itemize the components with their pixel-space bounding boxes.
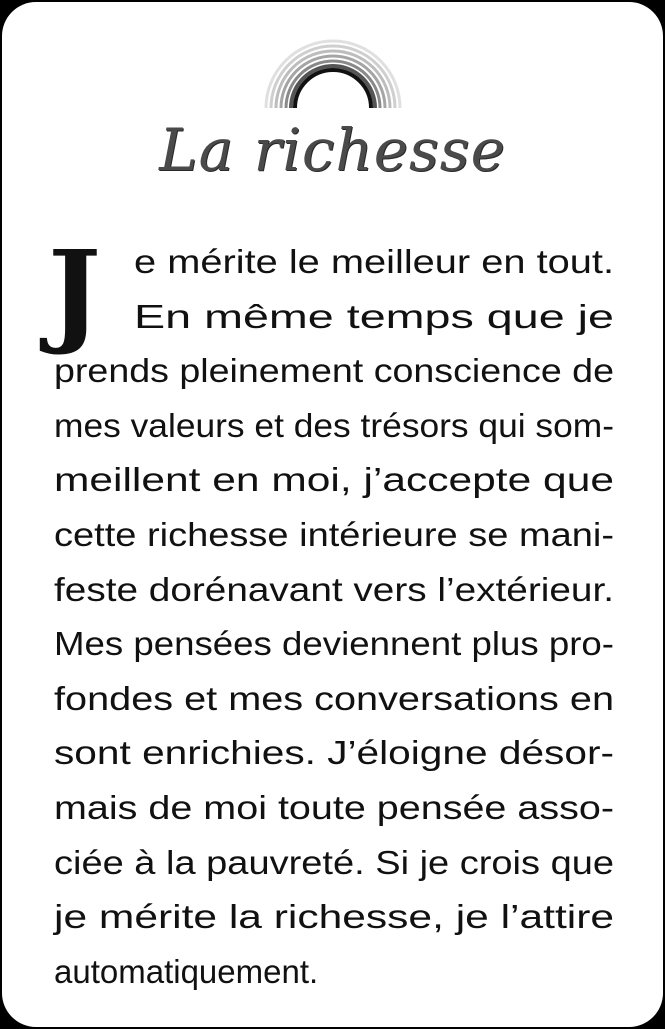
text-line: Mes pensées deviennent plus pro-	[54, 625, 614, 663]
text-line: mais de moi toute pensée asso-	[54, 788, 615, 826]
text-line: mes valeurs et des trésors qui som-	[54, 406, 615, 444]
drop-cap: J	[48, 227, 101, 358]
text-line: fondes et mes conversations en	[54, 679, 615, 717]
text-line: automatiquement.	[54, 952, 319, 990]
text-line: ciée à la pauvreté. Si je crois que	[54, 843, 614, 881]
text-line: feste dorénavant vers l’extérieur.	[54, 570, 615, 608]
text-line: prends pleinement conscience de	[54, 352, 614, 390]
affirmation-card	[2, 2, 663, 1027]
text-line: e mérite le meilleur en tout.	[134, 243, 615, 280]
text-line: cette richesse intérieure se mani-	[54, 515, 615, 553]
text-line: je mérite la richesse, je l’attire	[54, 898, 615, 936]
arch-ornament-icon	[258, 28, 408, 110]
text-line: meillent en moi, j’accepte que	[54, 461, 615, 499]
text-line: sont enrichies. J’éloigne désor-	[54, 734, 615, 772]
text-line: En même temps que je	[134, 297, 615, 335]
affirmation-text	[48, 227, 615, 999]
card-title: La richesse	[159, 116, 506, 184]
